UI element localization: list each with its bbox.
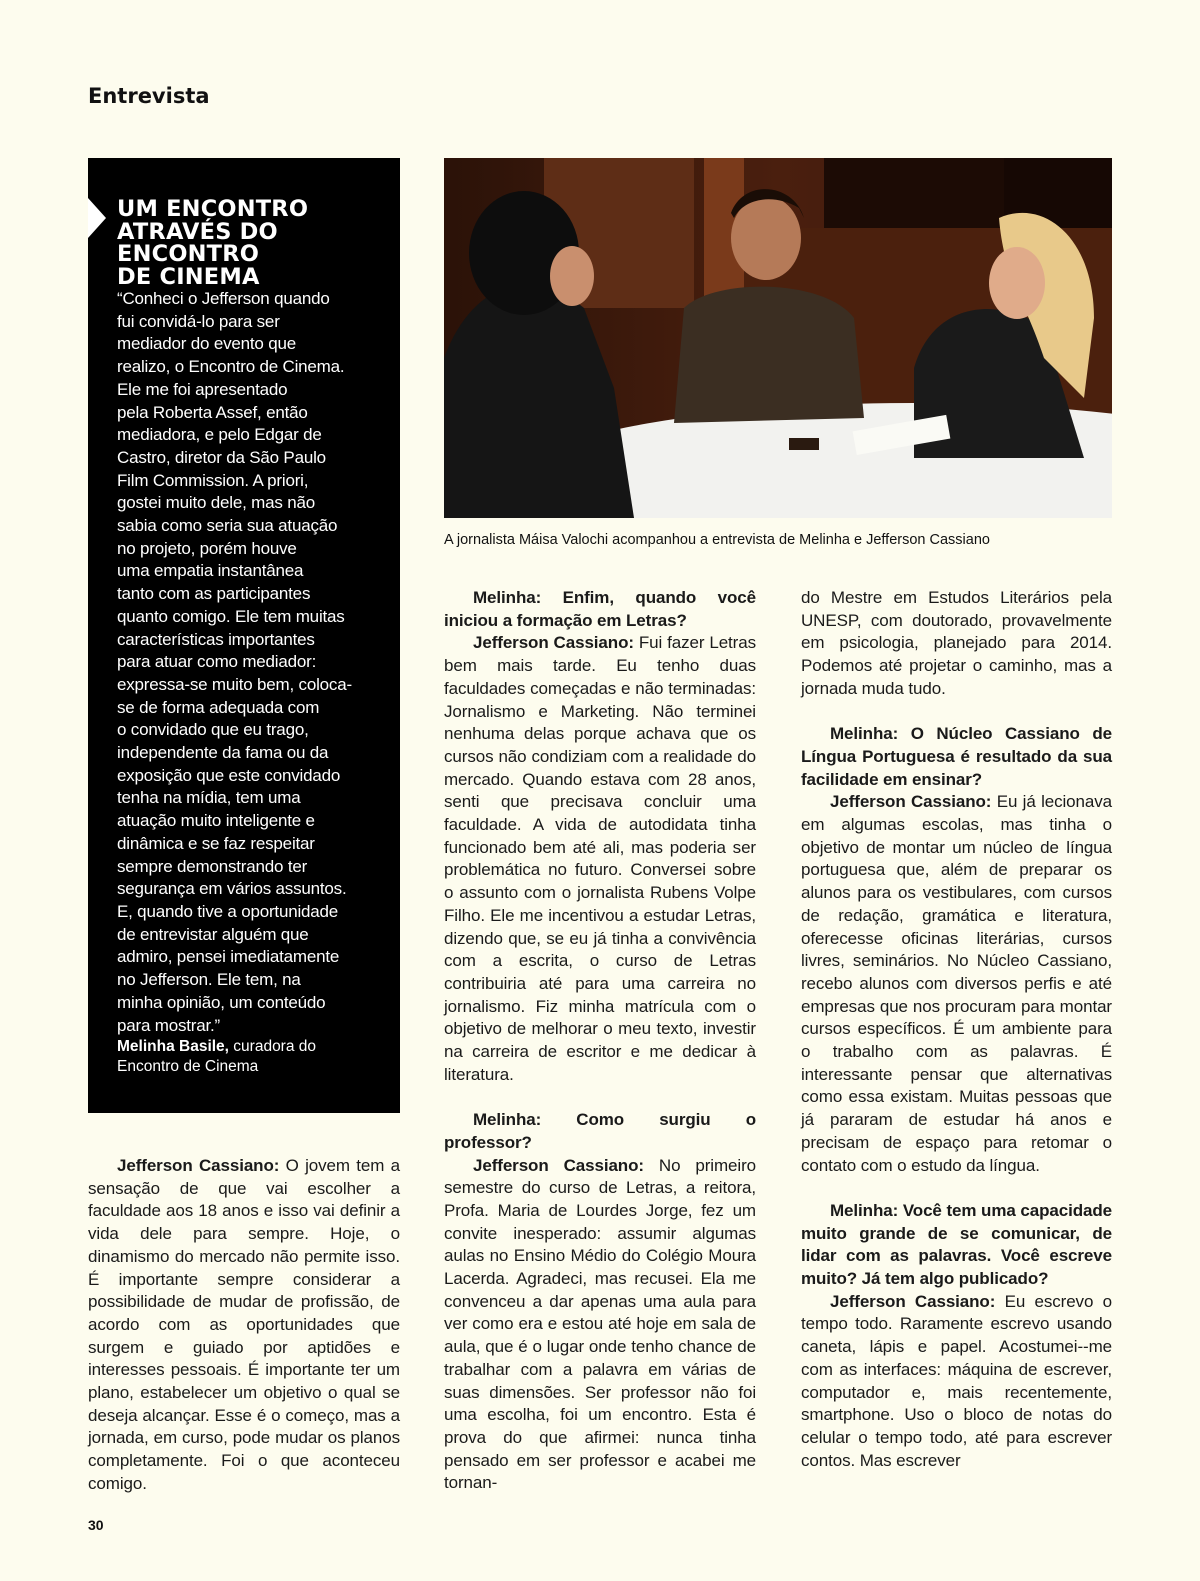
sidebar-quote-line: uma empatia instantânea [117,561,304,581]
answer-text: Eu já lecionava em algumas escolas, mas tinha o objetivo de montar um núcleo de língua portuguesa que, além de preparar os alunos para os vestibulares, com cursos de redação, gramática e literatura, oferecesse oficinas literárias, cursos livres, seminários. No Núcleo Cassiano, recebo alunos com diversos perfis e até empresas que nos procuram para montar cursos específicos. É um ambiente para o trabalho com as palavras. É interessante pensar que alternativas como essa existam. Muitas pessoas que já pararam de estudar há anos e precisam de espaço para retomar o contato com o estudo da língua. [801,792,1112,1175]
question-paragraph: Melinha: O Núcleo Cassiano de Língua Portuguesa é resultado da sua facilidade em ensinar? [801,724,1112,789]
answer-text: Fui fazer Letras bem mais tarde. Eu tenho duas faculdades começadas e não terminadas: Jornalismo e Marketing. Não terminei nenhuma delas porque achava que os cursos não condiziam com a realidade do mercado. Quando estava com 28 anos, senti que precisava concluir uma faculdade. A vida de autodidata tinha funcionado bem até ali, mas poderia ser problemática no futuro. Conversei sobre o assunto com o jornalista Rubens Volpe Filho. Ele me incentivou a estudar Letras, dizendo que, se eu já tinha a convivência com a escrita, o curso de Letras contribuiria até para uma carreira no jornalismo. Fiz minha matrícula com o objetivo de melhorar o meu texto, investir na carreira de escritor e me dedicar à literatura. [444,633,756,1084]
sidebar-quote-line: exposição que este convidado [117,765,341,785]
sidebar-quote-line: de entrevistar alguém que [117,924,309,944]
sidebar-quote-line: se de forma adequada com [117,697,320,717]
speaker-name: Jefferson Cassiano: [473,1155,644,1175]
credit-role: curadora do [228,1038,317,1056]
sidebar-quote-line: gostei muito dele, mas não [117,493,315,513]
sidebar-quote-line: sempre demonstrando ter [117,856,308,876]
continued-paragraph: do Mestre em Estudos Literários pela UNESP, com doutorado, provavelmente em psicologia, planejado para 2014. Podemos até projetar o caminho, mas a jornada muda tudo. [801,588,1112,698]
speaker-name: Jefferson Cassiano: [830,1291,996,1311]
answer-text: O jovem tem a sensação de que vai escolher a faculdade aos 18 anos e isso vai definir a vida dele para sempre. Hoje, o dinamismo do mercado não permite isso. É importante sempre considerar a possibilidade de mudar de profissão, de acordo com as oportunidades que surgem e guiado por aptidões e interesses pessoais. É importante ter um plano, estabelecer um objetivo o qual se deseja alcançar. Esse é o começo, mas a jornada, em curso, pode mudar os planos completamente. Foi o que aconteceu comigo. [88,1156,400,1493]
sidebar-quote-line: fui convidá-lo para ser [117,311,280,331]
sidebar-quote-line: tenha na mídia, tem uma [117,788,301,808]
speaker-name: Jefferson Cassiano: [473,633,634,653]
photo-caption: A jornalista Máisa Valochi acompanhou a entrevista de Melinha e Jefferson Cassiano [444,532,990,548]
sidebar-quote-line: quanto comigo. Ele tem muitas [117,606,345,626]
question-paragraph: Melinha: Como surgiu o professor? [444,1110,756,1152]
sidebar-quote-line: mediador do evento que [117,334,296,354]
page-number: 30 [88,1517,104,1533]
sidebar-heading-line: ATRAVÉS DO [117,218,278,245]
article-column-2 [444,587,756,1495]
sidebar-quote-line: sabia como seria sua atuação [117,516,338,536]
question-paragraph: Melinha: Você tem uma capacidade muito grande de se comunicar, de lidar com as palavras. Você escreve muito? Já tem algo publicado? [801,1200,1112,1289]
sidebar-quote-line: Castro, diretor da São Paulo [117,447,326,467]
sidebar-credit [117,1037,378,1077]
sidebar-quote-line: expressa-se muito bem, coloca- [117,674,352,694]
article-column-1 [88,1155,400,1496]
sidebar-quote-line: o convidado que eu trago, [117,720,309,740]
sidebar-quote-line: para mostrar.” [117,1015,221,1035]
photo-illustration [444,158,1112,518]
interview-photo [444,158,1112,518]
sidebar-quote-line: minha opinião, um conteúdo [117,992,326,1012]
sidebar-quote-line: “Conheci o Jefferson quando [117,289,330,308]
sidebar-heading-line: UM ENCONTRO [117,196,309,222]
sidebar-quote-line: no projeto, porém houve [117,538,297,558]
article-column-3 [801,587,1112,1472]
sidebar-heading-line: DE CINEMA [117,263,260,290]
credit-role-cont: Encontro de Cinema [117,1058,259,1076]
answer-paragraph [801,1291,1112,1473]
sidebar-quote-line: Ele me foi apresentado [117,379,288,399]
sidebar-heading [117,198,378,288]
sidebar-quote-box [88,158,400,1113]
answer-text: Eu escrevo o tempo todo. Raramente escrevo usando caneta, lápis e papel. Acostumei--me com as interfaces: máquina de escrever, computador e, mais recentemente, smartphone. Uso o bloco de notas do celular o tempo todo, até para escrever contos. Mas escrever [801,1291,1112,1470]
sidebar-quote-line: admiro, pensei imediatamente [117,947,340,967]
speaker-name: Jefferson Cassiano: [117,1156,280,1175]
sidebar-quote-line: para atuar como mediador: [117,652,317,672]
sidebar-quote-line: realizo, o Encontro de Cinema. [117,357,345,377]
speaker-name: Jefferson Cassiano: [830,792,992,812]
sidebar-quote [117,288,378,1037]
credit-name: Melinha Basile, [117,1038,229,1056]
sidebar-heading-line: ENCONTRO [117,241,260,267]
sidebar-quote-line: no Jefferson. Ele tem, na [117,970,301,990]
sidebar-quote-line: atuação muito inteligente e [117,811,315,831]
sidebar-quote-line: dinâmica e se faz respeitar [117,833,315,853]
arrow-marker-icon [88,198,106,238]
sidebar-quote-line: E, quando tive a oportunidade [117,901,339,921]
question-paragraph: Melinha: Enfim, quando você iniciou a formação em Letras? [444,588,756,630]
answer-text: No primeiro semestre do curso de Letras, a reitora, Profa. Maria de Lourdes Jorge, fez um convite inesperado: assumir algumas aulas no Ensino Médio do Colégio Moura Lacerda. Agradeci, mas recusei. Ela me convenceu a dar apenas uma aula para ver como era e estou até hoje em sala de aula, que é o lugar onde tenho chance de trabalhar com a palavra em várias de suas dimensões. Ser professor não foi uma escolha, foi um encontro. Esta é prova do que afirmei: nunca tinha pensado em ser professor e acabei me tornan- [444,1155,756,1493]
sidebar-quote-line: independente da fama ou da [117,743,329,763]
answer-paragraph [801,791,1112,1177]
sidebar-quote-line: tanto com as participantes [117,584,311,604]
sidebar-quote-line: pela Roberta Assef, então [117,402,308,422]
answer-paragraph [444,632,756,1086]
answer-paragraph [444,1155,756,1496]
section-label: Entrevista [88,84,210,108]
sidebar-quote-line: mediadora, e pelo Edgar de [117,425,322,445]
sidebar-quote-line: Film Commission. A priori, [117,470,309,490]
sidebar-quote-line: características importantes [117,629,315,649]
answer-paragraph [88,1155,400,1496]
sidebar-quote-line: segurança em vários assuntos. [117,879,347,899]
